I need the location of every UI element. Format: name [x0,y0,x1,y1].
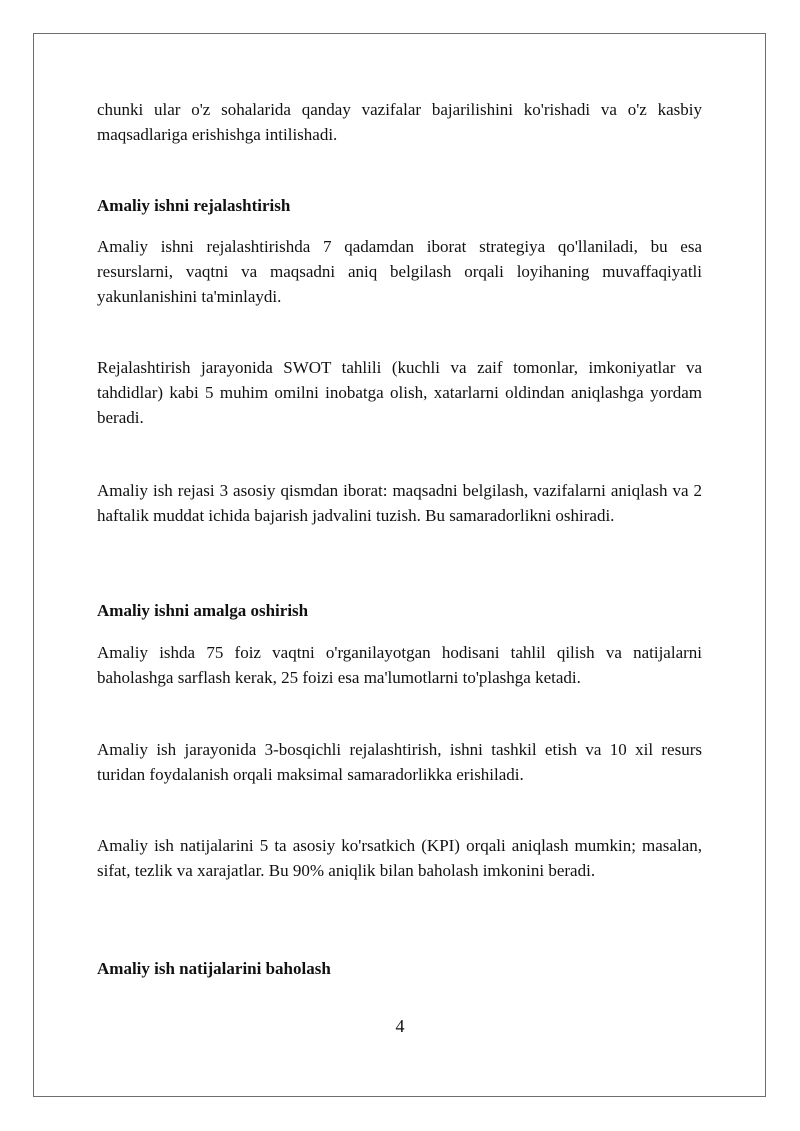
implementation-paragraph-2: Amaliy ish jarayonida 3-bosqichli rejalashtirish, ishni tashkil etish va 10 xil resurs turidan foydalanish orqali maksimal samaradorlikka erishiladi. [97,740,702,784]
section-heading-planning: Amaliy ishni rejalashtirish [97,196,291,215]
planning-paragraph-3: Amaliy ish rejasi 3 asosiy qismdan iborat: maqsadni belgilash, vazifalarni aniqlash va 2 haftalik muddat ichida bajarish jadvalini tuzish. Bu samaradorlikni oshiradi. [97,481,702,525]
section-heading-evaluation: Amaliy ish natijalarini baholash [97,959,331,978]
intro-paragraph: chunki ular o'z sohalarida qanday vazifalar bajarilishini ko'rishadi va o'z kasbiy maqsadlariga erishishga intilishadi. [97,100,702,144]
planning-paragraph-1: Amaliy ishni rejalashtirishda 7 qadamdan iborat strategiya qo'llaniladi, bu esa resurslarni, vaqtni va maqsadni aniq belgilash orqali loyihaning muvaffaqiyatli yakunlanishini ta'minlaydi. [97,237,702,306]
implementation-paragraph-3: Amaliy ish natijalarini 5 ta asosiy ko'rsatkich (KPI) orqali aniqlash mumkin; masalan, sifat, tezlik va xarajatlar. Bu 90% aniqlik bilan baholash imkonini beradi. [97,836,702,880]
section-heading-implementation: Amaliy ishni amalga oshirish [97,601,309,620]
planning-paragraph-2: Rejalashtirish jarayonida SWOT tahlili (kuchli va zaif tomonlar, imkoniyatlar va tahdidlar) kabi 5 muhim omilni inobatga olish, xatarlarni oldindan aniqlashga yordam beradi. [97,358,702,427]
page-number: 4 [395,1016,405,1036]
implementation-paragraph-1: Amaliy ishda 75 foiz vaqtni o'rganilayotgan hodisani tahlil qilish va natijalarni baholashga sarflash kerak, 25 foizi esa ma'lumotlarni to'plashga ketadi. [97,643,702,687]
